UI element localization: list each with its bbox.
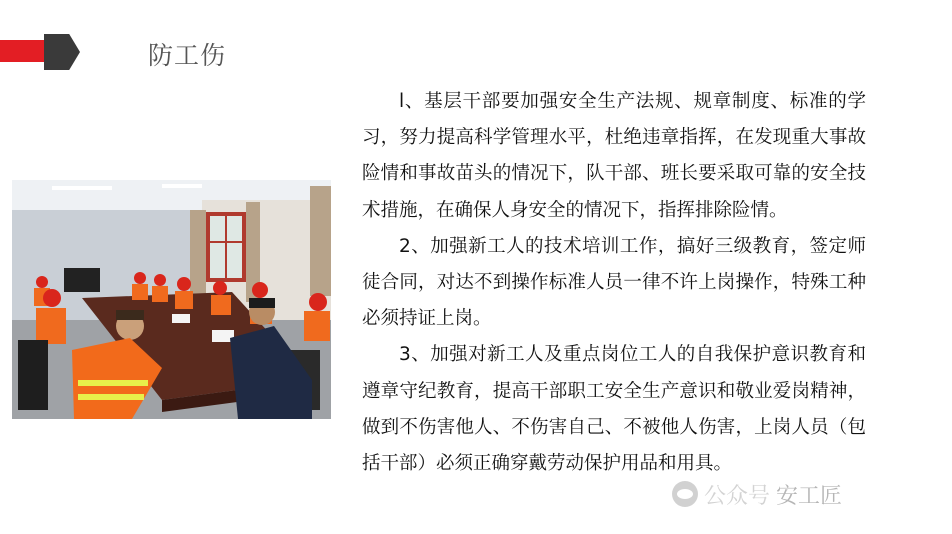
wechat-icon xyxy=(672,481,698,507)
paragraph-3: 3、加强对新工人及重点岗位工人的自我保护意识教育和遵章守纪教育，提高干部职工安全生产意识和敬业爱岗精神，做到不伤害他人、不伤害自己、不被他人伤害，上岗人员（包括干部）必须正确穿戴劳动保护用品和用具。 xyxy=(362,344,866,475)
title-accent-bar xyxy=(0,40,48,62)
watermark-right: 安工匠 xyxy=(776,483,843,509)
page-title: 防工伤 xyxy=(148,41,227,70)
paragraph-2: 2、加强新工人的技术培训工作，搞好三级教育，签定师徒合同，对达不到操作标准人员一律不许上岗操作，特殊工种必须持证上岗。 xyxy=(362,235,866,330)
body-text xyxy=(362,84,866,482)
title-accent-arrow xyxy=(44,34,80,70)
watermark xyxy=(672,476,842,512)
paragraph-1: l、基层干部要加强安全生产法规、规章制度、标准的学习，努力提高科学管理水平，杜绝违章指挥，在发现重大事故险情和事故苗头的情况下，队干部、班长要采取可靠的安全技术措施，在确保人身安全的情况下，指挥排除险情。 xyxy=(362,91,866,221)
watermark-left: 公众号 xyxy=(704,483,771,509)
meeting-photo xyxy=(12,180,331,419)
